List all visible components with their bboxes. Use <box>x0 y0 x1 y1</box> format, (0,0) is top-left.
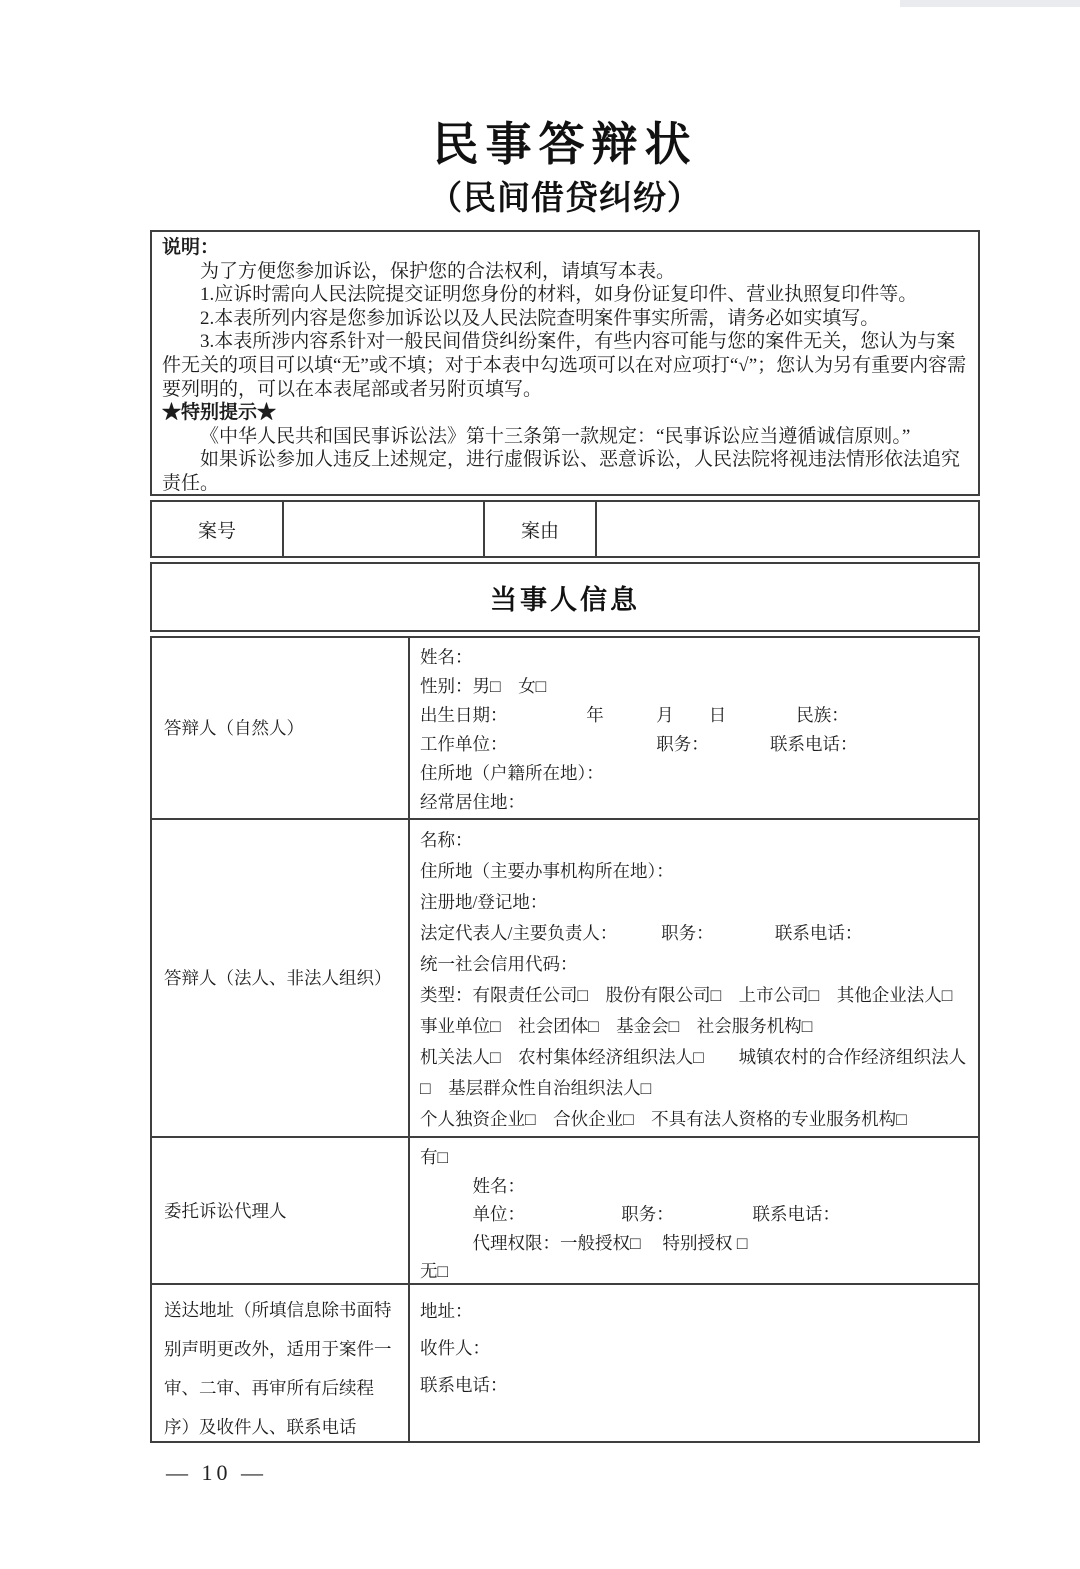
form-sheet <box>150 0 980 1486</box>
respondent-natural-label: 答辩人（自然人） <box>164 718 304 738</box>
document-subtitle: （民间借贷纠纷） <box>429 179 701 216</box>
field-org-type-institution: 事业单位□ 社会团体□ 基金会□ 社会服务机构□ <box>420 1016 813 1036</box>
special-notice-para-2: 如果诉讼参加人违反上述规定，进行虚假诉讼、恶意诉讼，人民法院将视违法情形依法追究责任。 <box>162 449 961 494</box>
field-service-recipient: 收件人： <box>420 1338 490 1358</box>
document-title: 民事答辩状 <box>432 118 698 170</box>
instructions-para-1: 为了方便您参加诉讼，保护您的合法权利，请填写本表。 <box>200 260 676 282</box>
instructions-heading: 说明： <box>162 237 220 258</box>
field-name: 姓名： <box>420 647 473 667</box>
field-org-credit-code: 统一社会信用代码： <box>420 954 578 974</box>
field-org-domicile: 住所地（主要办事机构所在地）： <box>420 861 674 881</box>
special-notice-para-1: 《中华人民共和国民事诉讼法》第十三条第一款规定：“民事诉讼应当遵循诚信原则。” <box>200 425 911 447</box>
field-birthdate-ethnicity: 出生日期： 年 月 日 民族： <box>420 705 849 725</box>
row-service-address <box>152 1283 978 1441</box>
field-org-name: 名称： <box>420 830 473 850</box>
case-number-label: 案号 <box>197 520 236 542</box>
service-address-fields <box>408 1285 978 1441</box>
field-agent-no: 无□ <box>420 1261 449 1281</box>
field-gender: 性别：男□ 女□ <box>420 676 547 696</box>
instructions-para-3: 2.本表所列内容是您参加诉讼以及人民法院查明案件事实所需，请务必如实填写。 <box>200 307 880 329</box>
field-service-phone: 联系电话： <box>420 1375 508 1395</box>
case-number-value <box>282 502 483 556</box>
field-org-type-partnership: 个人独资企业□ 合伙企业□ 不具有法人资格的专业服务机构□ <box>420 1109 907 1129</box>
party-info-table <box>150 636 980 1443</box>
field-org-ownership <box>420 1135 970 1136</box>
party-info-header: 当事人信息 <box>490 584 640 615</box>
party-info-header-row <box>150 562 980 632</box>
respondent-natural-fields <box>408 638 978 818</box>
field-agent-yes: 有□ <box>420 1147 449 1167</box>
field-org-registration: 注册地/登记地： <box>420 892 548 912</box>
field-agent-employer: 单位： 职务： 联系电话： <box>420 1204 840 1224</box>
page-number: — 10 — <box>166 1460 267 1485</box>
cause-label: 案由 <box>483 502 595 556</box>
field-habitual-residence: 经常居住地： <box>420 792 525 812</box>
agent-fields <box>408 1138 978 1283</box>
respondent-org-fields <box>408 820 978 1136</box>
field-org-type-company: 类型：有限责任公司□ 股份有限公司□ 上市公司□ 其他企业法人□ <box>420 985 953 1005</box>
service-address-label: 送达地址（所填信息除书面特别声明更改外，适用于案件一审、二审、再审所有后续程序）及收件人、联系电话 <box>164 1300 392 1437</box>
field-agent-name: 姓名： <box>420 1175 525 1196</box>
field-org-legal-rep: 法定代表人/主要负责人： 职务： 联系电话： <box>420 923 863 943</box>
cause-value <box>595 502 978 556</box>
agent-label: 委托诉讼代理人 <box>164 1200 287 1221</box>
special-notice-heading: ★特别提示★ <box>162 402 277 424</box>
row-respondent-org <box>152 818 978 1136</box>
field-employer-title-phone: 工作单位： 职务： 联系电话： <box>420 734 858 754</box>
field-service-address: 地址： <box>420 1301 473 1321</box>
row-agent <box>152 1136 978 1283</box>
field-domicile: 住所地（户籍所在地）： <box>420 763 604 783</box>
respondent-org-label: 答辩人（法人、非法人组织） <box>164 968 392 988</box>
field-agent-authority: 代理权限：一般授权□ 特别授权 □ <box>420 1232 748 1253</box>
row-respondent-natural <box>152 638 978 818</box>
field-org-type-collective: 机关法人□ 农村集体经济组织法人□ 城镇农村的合作经济组织法人□ 基层群众性自治组织法人□ <box>420 1047 967 1098</box>
instructions-box <box>150 230 980 496</box>
case-row <box>150 500 980 558</box>
instructions-para-2: 1.应诉时需向人民法院提交证明您身份的材料，如身份证复印件、营业执照复印件等。 <box>200 284 918 306</box>
instructions-para-4: 3.本表所涉内容系针对一般民间借贷纠纷案件，有些内容可能与您的案件无关，您认为与案件无关的项目可以填“无”或不填；对于本表中勾选项可以在对应项打“√”；您认为另有重要内容需要列明的，可以在本表尾部或者另附页填写。 <box>162 331 967 400</box>
